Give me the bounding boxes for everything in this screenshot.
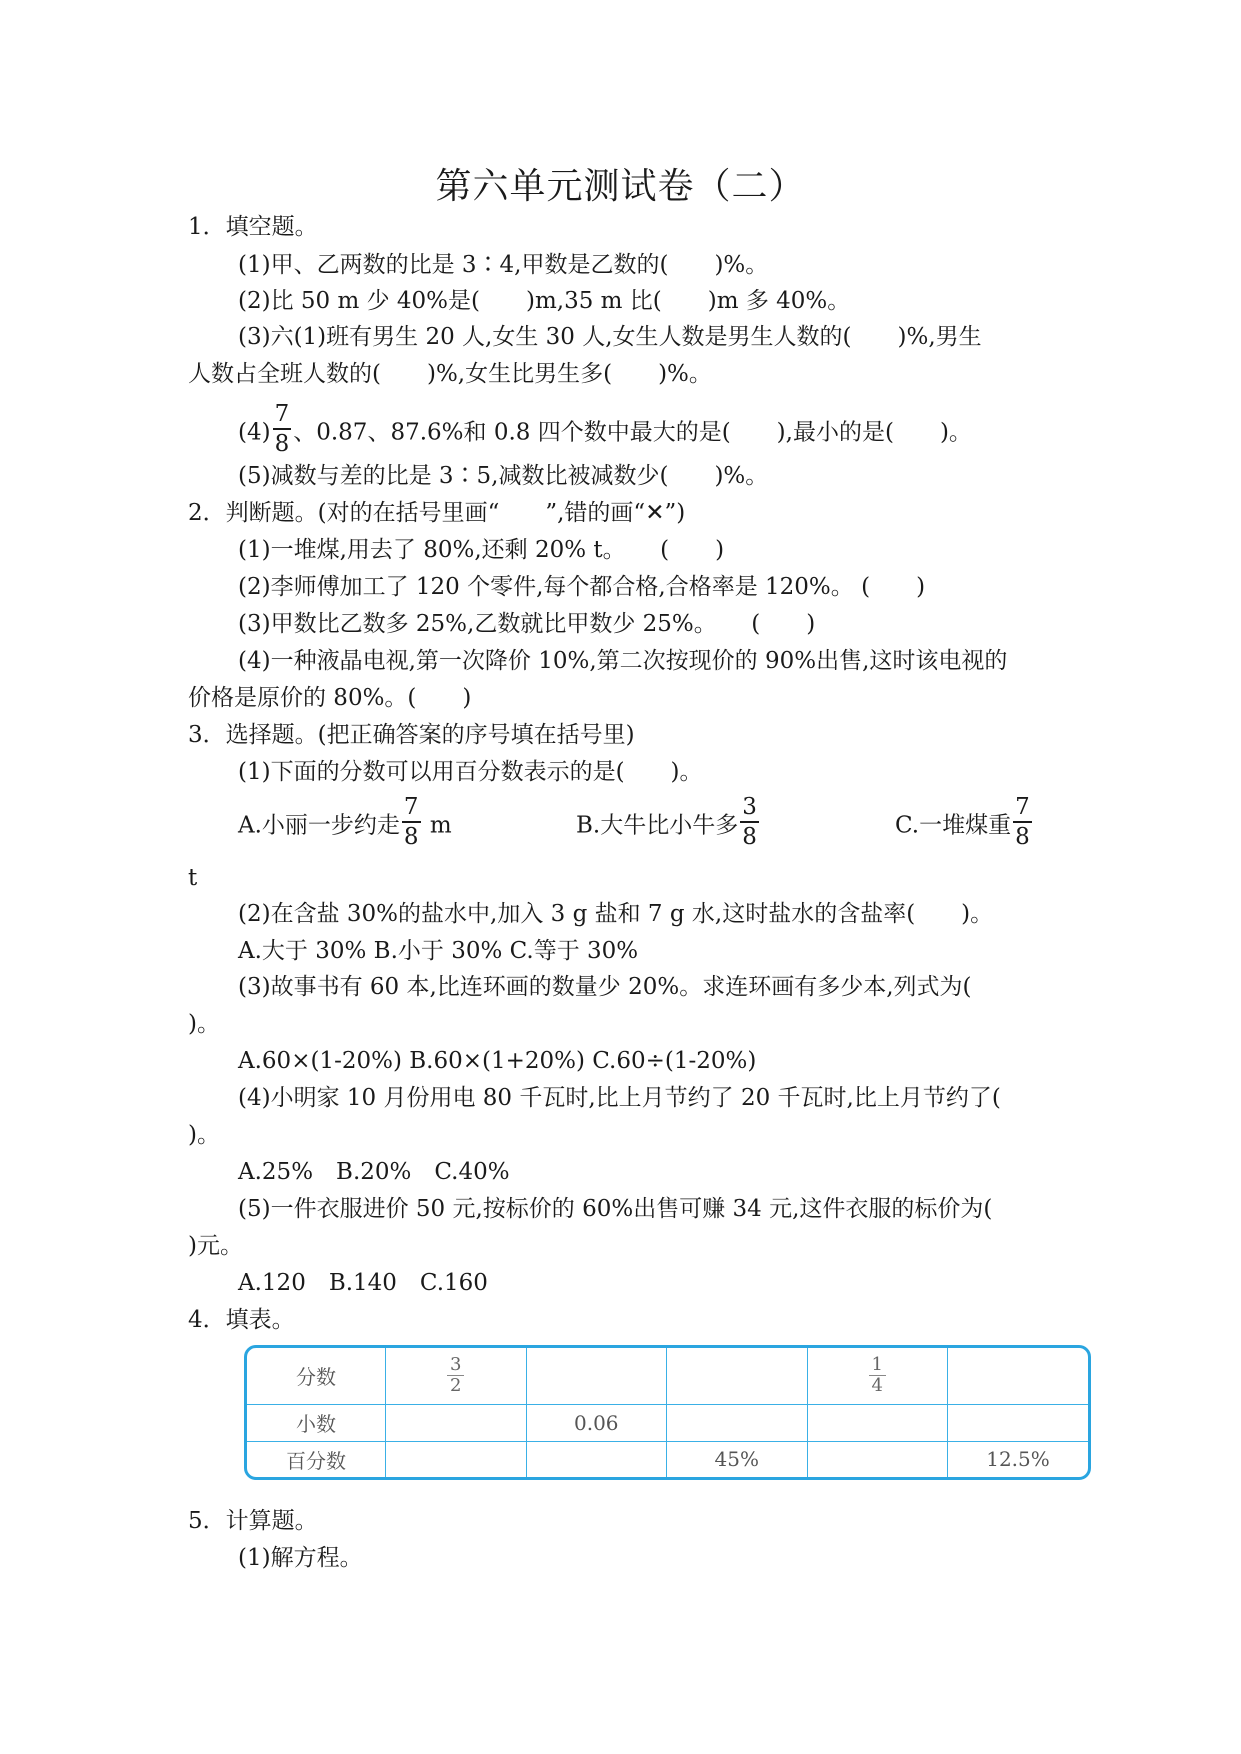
conversion-table <box>244 1345 1091 1480</box>
cell-percent-2[interactable] <box>526 1441 667 1477</box>
fraction-numerator: 7 <box>273 403 292 430</box>
s3-q2-options: A.大于 30% B.小于 30% C.等于 30% <box>238 938 639 964</box>
s3-question-2: (2)在含盐 30%的盐水中,加入 3 g 盐和 7 g 水,这时盐水的含盐率( )。 <box>238 901 994 927</box>
fraction-numerator: 7 <box>402 796 421 823</box>
fraction-seven-eighths <box>273 403 292 456</box>
fraction-one-quarter <box>869 1355 886 1396</box>
s3-question-4-line2: )。 <box>188 1122 220 1148</box>
s3-question-5-line1: (5)一件衣服进价 50 元,按标价的 60%出售可赚 34 元,这件衣服的标价为( <box>238 1196 993 1222</box>
s1-question-5: (5)减数与差的比是 3∶5,减数比被减数少( )%。 <box>238 463 769 489</box>
fraction-numerator: 1 <box>869 1355 886 1376</box>
cell-percent-5: 12.5% <box>948 1441 1089 1477</box>
s1-question-1: (1)甲、乙两数的比是 3∶4,甲数是乙数的( )%。 <box>238 252 769 278</box>
s2-question-4-line1: (4)一种液晶电视,第一次降价 10%,第二次按现价的 90%出售,这时该电视的 <box>238 648 1008 674</box>
s3-question-4-line1: (4)小明家 10 月份用电 80 千瓦时,比上月节约了 20 千瓦时,比上月节约了( <box>238 1085 1001 1111</box>
s3-q5-options: A.120 B.140 C.160 <box>238 1270 488 1296</box>
fraction-three-halves <box>447 1355 464 1396</box>
section-1-heading: 1．填空题。 <box>188 214 318 240</box>
section-2-heading: 2．判断题。(对的在括号里画“ ”,错的画“✕”) <box>188 500 686 526</box>
cell-decimal-1[interactable] <box>386 1404 527 1441</box>
s3-q1-option-c <box>895 794 1034 853</box>
table-row-decimal <box>247 1404 1088 1441</box>
s2-question-4-line2: 价格是原价的 80%。( ) <box>188 685 472 711</box>
fraction-denominator: 8 <box>274 431 290 457</box>
fraction-denominator: 8 <box>403 824 419 850</box>
cell-decimal-2: 0.06 <box>526 1404 667 1441</box>
row-label-percent: 百分数 <box>247 1441 386 1477</box>
cell-percent-3: 45% <box>667 1441 808 1477</box>
s1-question-3-line2: 人数占全班人数的( )%,女生比男生多( )%。 <box>188 361 712 387</box>
cell-fraction-5[interactable] <box>948 1348 1089 1404</box>
cell-percent-4[interactable] <box>807 1441 948 1477</box>
s1-question-3-line1: (3)六(1)班有男生 20 人,女生 30 人,女生人数是男生人数的( )%,男生 <box>238 324 982 350</box>
s3-question-1: (1)下面的分数可以用百分数表示的是( )。 <box>238 759 703 785</box>
s3-question-3-line2: )。 <box>188 1011 220 1037</box>
cell-fraction-3[interactable] <box>667 1348 808 1404</box>
option-b-text: B.大牛比小牛多 <box>576 812 739 839</box>
s3-q1-option-c-unit: t <box>188 865 198 891</box>
fraction-numerator: 3 <box>740 796 759 823</box>
row-label-fraction: 分数 <box>247 1348 386 1404</box>
section-4-heading: 4．填表。 <box>188 1307 295 1333</box>
s3-question-5-line2: )元。 <box>188 1233 243 1259</box>
cell-percent-1[interactable] <box>386 1441 527 1477</box>
section-5-heading: 5．计算题。 <box>188 1508 318 1534</box>
s3-q1-option-a <box>238 794 452 853</box>
option-a-unit: m <box>422 812 452 839</box>
s1-question-4 <box>238 401 972 460</box>
s2-question-2: (2)李师傅加工了 120 个零件,每个都合格,合格率是 120%。 ( ) <box>238 574 926 600</box>
option-a-text: A.小丽一步约走 <box>238 812 400 839</box>
cell-decimal-5[interactable] <box>948 1404 1089 1441</box>
table-row-percent <box>247 1441 1088 1477</box>
cell-decimal-4[interactable] <box>807 1404 948 1441</box>
s2-question-3: (3)甲数比乙数多 25%,乙数就比甲数少 25%。 ( ) <box>238 611 816 637</box>
fraction-denominator: 4 <box>871 1375 883 1397</box>
row-label-decimal: 小数 <box>247 1404 386 1441</box>
s2-question-1: (1)一堆煤,用去了 80%,还剩 20% t。 ( ) <box>238 537 725 563</box>
fraction-denominator: 2 <box>450 1375 462 1397</box>
fraction-seven-eighths <box>402 796 421 849</box>
s3-q4-options: A.25% B.20% C.40% <box>238 1159 510 1185</box>
option-c-text: C.一堆煤重 <box>895 812 1012 839</box>
fraction-three-eighths <box>740 796 759 849</box>
fraction-numerator: 7 <box>1013 796 1032 823</box>
fraction-seven-eighths <box>1013 796 1032 849</box>
fraction-numerator: 3 <box>447 1355 464 1376</box>
cell-fraction-1[interactable] <box>386 1348 527 1404</box>
q4-text: 、0.87、87.6%和 0.8 四个数中最大的是( ),最小的是( )。 <box>293 419 972 446</box>
cell-decimal-3[interactable] <box>667 1404 808 1441</box>
fraction-denominator: 8 <box>1015 824 1030 850</box>
cell-fraction-2[interactable] <box>526 1348 667 1404</box>
cell-fraction-4[interactable] <box>807 1348 948 1404</box>
s3-q3-options: A.60×(1-20%) B.60×(1+20%) C.60÷(1-20%) <box>238 1048 757 1074</box>
s5-question-1: (1)解方程。 <box>238 1545 363 1571</box>
table-row-fraction <box>247 1348 1088 1404</box>
page-title: 第六单元测试卷（二） <box>435 166 806 207</box>
fraction-denominator: 8 <box>742 824 757 850</box>
s1-question-2: (2)比 50 m 少 40%是( )m,35 m 比( )m 多 40%。 <box>238 288 851 314</box>
s3-q1-option-b <box>576 794 761 853</box>
section-3-heading: 3．选择题。(把正确答案的序号填在括号里) <box>188 722 635 748</box>
s3-question-3-line1: (3)故事书有 60 本,比连环画的数量少 20%。求连环画有多少本,列式为( <box>238 974 972 1000</box>
q4-prefix: (4) <box>238 419 271 446</box>
